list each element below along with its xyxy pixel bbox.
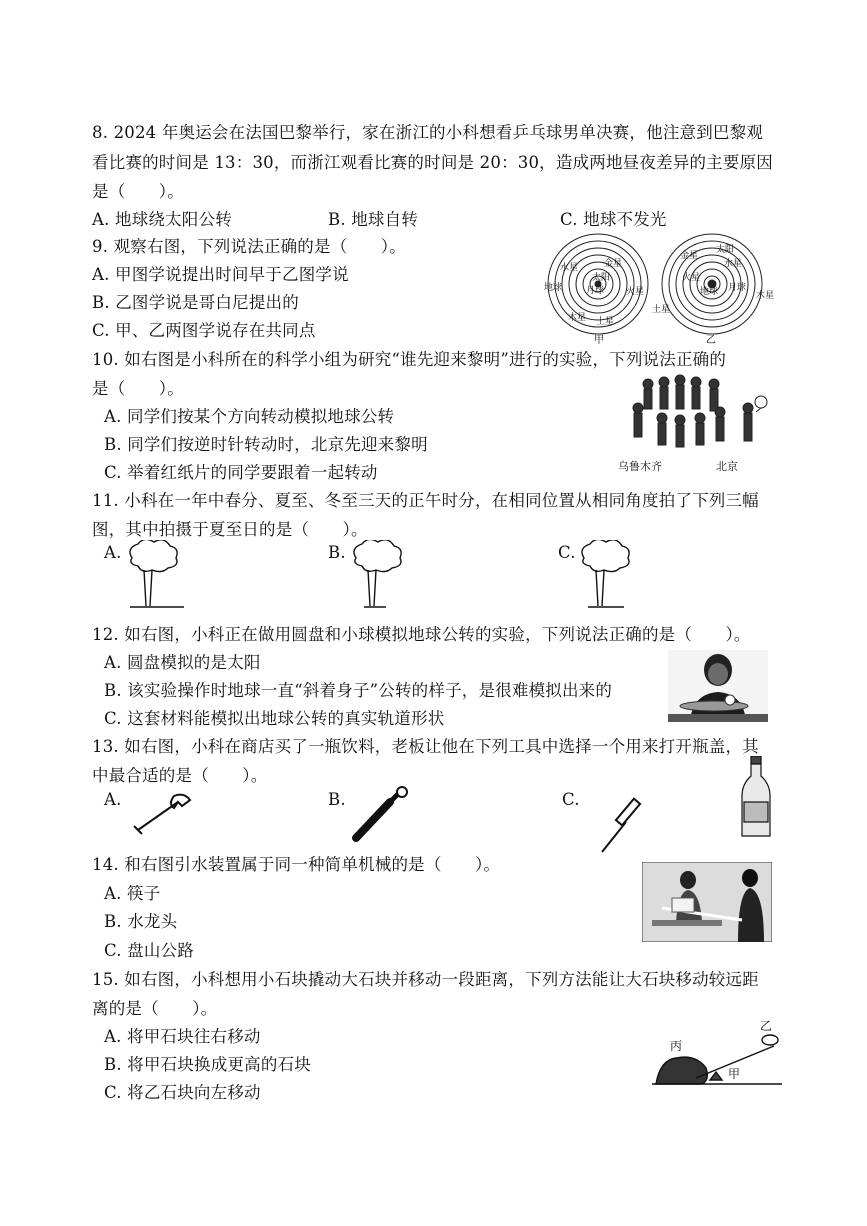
yi-label-6: 木星 [756,291,775,301]
q13-line1: 13. 如右图，小科在商店买了一瓶饮料，老板让他在下列工具中选择一个用来打开瓶盖，其 [92,737,759,756]
q11-option-a: A. [104,543,122,562]
q8-line3: 是（ ）。 [92,182,184,201]
yi-caption: 乙 [706,335,716,344]
tree-shadow-b-figure [346,540,416,612]
label-bing: 丙 [670,1039,683,1053]
yi-label-1: 太阳 [716,245,735,255]
q10-option-a: A. 同学们按某个方向转动模拟地球公转 [104,407,395,426]
q13-option-a: A. [104,790,122,809]
q15-option-b: B. 将甲石块换成更高的石块 [104,1055,311,1074]
q15-line2: 离的是（ ）。 [92,999,218,1018]
jia-label-4: 地球 [544,283,563,293]
jia-label-2: 太阳 [592,273,611,283]
q10-students-circle-figure [618,372,778,476]
q13-option-c: C. [562,790,580,809]
jia-label-6: 木星 [568,313,587,323]
q8-line1: 8. 2024 年奥运会在法国巴黎举行，家在浙江的小科想看乒乓球男单决赛，他注意到巴黎观 [92,123,764,142]
q12-option-b: B. 该实验操作时地球一直“斜着身子”公转的样子，是很难模拟出来的 [104,681,613,700]
yi-label-3: 火星 [682,273,701,283]
yi-label-4: 地球 [700,287,719,297]
q15-option-a: A. 将甲石块往右移动 [104,1027,261,1046]
q12-stem: 12. 如右图，小科正在做用圆盘和小球模拟地球公转的实验，下列说法正确的是（ ）。 [92,625,751,644]
jia-label-7: 土星 [596,317,615,327]
q11-line1: 11. 小科在一年中春分、夏至、冬至三天的正午时分，在相同位置从相同角度拍了下列三幅 [92,491,759,510]
yi-label-2: 水星 [724,259,743,269]
q9-stem: 9. 观察右图，下列说法正确的是（ ）。 [92,237,406,256]
wrench-icon [128,790,196,838]
q14-stem: 14. 和右图引水装置属于同一种简单机械的是（ ）。 [92,855,501,874]
q14-option-c: C. 盘山公路 [104,941,194,960]
q12-option-a: A. 圆盘模拟的是太阳 [104,653,261,672]
q10-option-c: C. 举着红纸片的同学要跟着一起转动 [104,463,378,482]
q9-option-a: A. 甲图学说提出时间早于乙图学说 [92,265,349,284]
q8-option-a: A. 地球绕太阳公转 [92,210,232,229]
q15-option-c: C. 将乙石块向左移动 [104,1083,261,1102]
q13-option-b: B. [328,790,346,809]
students-group [633,375,767,447]
label-jia: 甲 [728,1067,741,1081]
yi-label-7: 土星 [652,305,671,315]
q13-line2: 中最合适的是（ ）。 [92,766,268,785]
q14-option-a: A. 筷子 [104,884,161,903]
jia-label-3: 月球 [586,286,605,296]
label-urumqi: 乌鲁木齐 [618,460,662,473]
q8-option-b: B. 地球自转 [328,210,419,229]
label-yi: 乙 [760,1020,773,1033]
screwdriver-icon [598,792,654,856]
jia-caption: 甲 [594,335,604,344]
tree-shadow-a-figure [122,540,192,612]
q10-option-b: B. 同学们按逆时针转动时，北京先迎来黎明 [104,435,428,454]
q11-option-c: C. [558,543,576,562]
tree-shadow-c-figure [574,540,644,612]
q8-option-c: C. 地球不发光 [560,210,667,229]
q12-boy-with-disc-photo [668,650,768,722]
label-beijing: 北京 [716,460,738,473]
q15-line1: 15. 如右图，小科想用小石块撬动大石块并移动一段距离，下列方法能让大石块移动较远距 [92,970,759,989]
yi-label-5: 月球 [728,283,747,293]
q11-line2: 图，其中拍摄于夏至日的是（ ）。 [92,520,368,539]
q9-option-c: C. 甲、乙两图学说存在共同点 [92,321,316,340]
heliocentric-model-yi [662,234,762,334]
jia-label-1: 金星 [604,259,623,269]
q11-option-b: B. [328,543,346,562]
q9-solar-models-figure [540,232,780,344]
q9-option-b: B. 乙图学说是哥白尼提出的 [92,293,299,312]
yi-label-0: 金星 [680,251,699,261]
q14-water-device-photo [642,862,772,942]
q10-line2: 是（ ）。 [92,379,184,398]
q10-line1: 10. 如右图是小科所在的科学小组为研究“谁先迎来黎明”进行的实验，下列说法正确的 [92,350,727,369]
jia-label-5: 火星 [626,287,645,297]
drink-bottle-icon [738,756,774,840]
q14-option-b: B. 水龙头 [104,912,178,931]
bottle-opener-icon [346,784,416,844]
q12-option-c: C. 这套材料能模拟出地球公转的真实轨道形状 [104,709,445,728]
q15-lever-stones-figure [652,1020,782,1092]
jia-label-0: 水星 [560,263,579,273]
q8-line2: 看比赛的时间是 13：30，而浙江观看比赛的时间是 20：30，造成两地昼夜差异的主要原因 [92,153,773,172]
